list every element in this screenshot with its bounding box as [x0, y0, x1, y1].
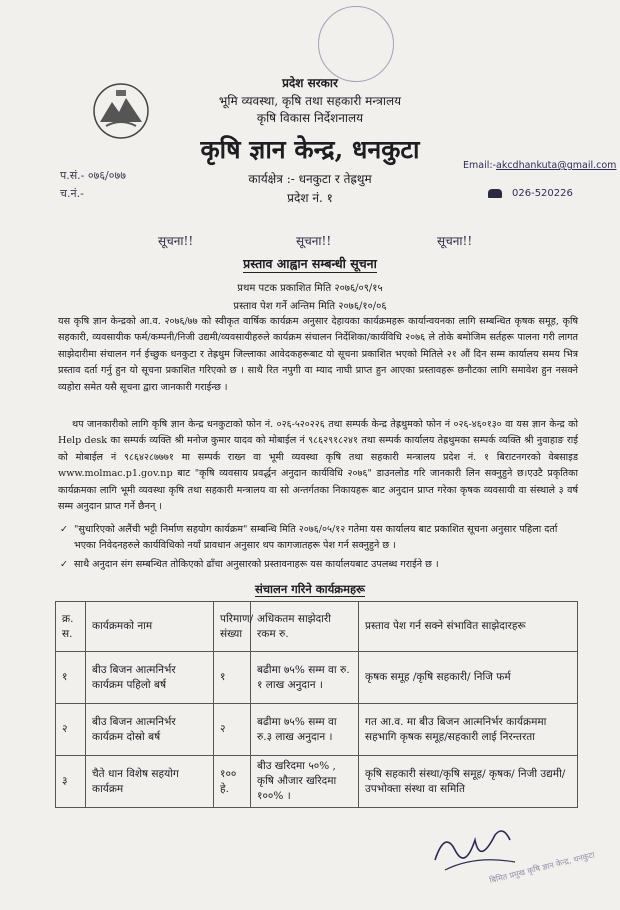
cell-serial: ३	[56, 756, 86, 808]
phone-line	[488, 188, 573, 199]
phone-number: 026-520226	[512, 188, 573, 199]
cell-partners: कृषि सहकारी संस्था/कृषि समूह/ कृषक/ निजी उद्यमी/ उपभोक्ता संस्था वा समिति	[359, 756, 578, 808]
office-stamp: बिमित प्रमुख कृषि ज्ञान केन्द्र, धनकुटा	[488, 850, 596, 886]
cell-program: बीउ बिजन आत्मनिर्भर कार्यक्रम पहिलो बर्ष	[86, 652, 214, 704]
notice-word-1: सूचना!!	[158, 234, 194, 248]
ministry-name: भूमि व्यवस्था, कृषि तथा सहकारी मन्त्रालय	[218, 94, 402, 108]
table-header-row	[56, 602, 578, 652]
cell-program: चैते धान विशेष सहयोग कार्यक्रम	[86, 756, 214, 808]
table-row	[56, 704, 578, 756]
cell-serial: २	[56, 704, 86, 756]
bullet-item-1: ✓ "सुधारिएको अलैंची भट्टी निर्माण सहयोग कार्यक्रम" सम्बन्धि मिति २०७६/०५/१२ गतेमा यस कार्यालय बाट प्रकाशित सूचना अनुसार पहिला दर्ता भएका निवेदनहरुले कार्यविधिको नयाँ प्रावधान अनुसार थप कागजातहरू पेश गर्न सक्नुहुने छ ।	[60, 524, 558, 551]
table-row	[56, 652, 578, 704]
header-serial: क्र. स.	[56, 602, 86, 652]
program-table	[55, 601, 578, 808]
header-program: कार्यक्रमको नाम	[86, 602, 214, 652]
header-quantity: परिमाण/संख्या	[214, 602, 251, 652]
cell-program: बीउ बिजन आत्मनिर्भर कार्यक्रम दोस्रो बर्ष	[86, 704, 214, 756]
cell-quantity: २	[214, 704, 251, 756]
cell-serial: १	[56, 652, 86, 704]
table-title: संचालन गरिने कार्यक्रमहरू	[254, 582, 365, 596]
notice-subject: प्रस्ताव आह्वान सम्बन्धी सूचना	[243, 256, 377, 271]
first-published-date: प्रथम पटक प्रकाशित मिति २०७६/०९/१५	[237, 283, 383, 294]
province-name: प्रदेश नं. १	[287, 191, 333, 205]
directorate-name: कृषि विकास निर्देशनालय	[256, 111, 364, 125]
cell-quantity: १	[214, 652, 251, 704]
check-icon: ✓	[60, 524, 69, 535]
deadline-date: प्रस्ताव पेश गर्ने अन्तिम मिति २०७६/१०/०६	[233, 301, 387, 312]
cell-amount: बढीमा ७५% सम्म वा रु.३ लाख अनुदान ।	[251, 704, 359, 756]
work-area: कार्यक्षेत्र :- धनकुटा र तेह्रथुम	[248, 172, 372, 186]
cell-partners: गत आ.व. मा बीउ बिजन आत्मनिर्भर कार्यक्रममा सहभागि कृषक समूह/सहकारी लाई निरन्तरता	[359, 704, 578, 756]
email-link[interactable]: akcdhankuta@gmail.com	[496, 160, 617, 171]
notice-word-3: सूचना!!	[437, 234, 473, 248]
email-line[interactable]	[463, 160, 616, 171]
bullet-item-2: ✓ साथै अनुदान संग सम्बन्धित तोकिएको ढाँचा अनुसारको प्रस्तावनाहरू यस कार्यालयबाट उपलब्ध गराईने छ ।	[74, 557, 578, 573]
office-seal-top	[318, 6, 394, 82]
header-amount: अधिकतम साझेदारी रकम रु.	[251, 602, 359, 652]
dispatch-number: च.नं.-	[60, 187, 84, 200]
telephone-icon	[488, 189, 502, 198]
cell-partners: कृषक समूह /कृषि सहकारी/ निजि फर्म	[359, 652, 578, 704]
cell-quantity: १०० हे.	[214, 756, 251, 808]
reference-number: प.सं.- ०७६/०७७	[60, 169, 126, 182]
check-icon: ✓	[60, 559, 69, 570]
notice-word-2: सूचना!!	[296, 234, 332, 248]
office-title: कृषि ज्ञान केन्द्र, धनकुटा	[200, 135, 420, 164]
body-paragraph-2: थप जानकारीको लागि कृषि ज्ञान केन्द्र धनकुटाको फोन नं. ०२६-५२०२२६ तथा सम्पर्क केन्द्र तेह्रथुमको फोन नं ०२६-४६०१३० वा यस ज्ञान केन्द्र को Help desk का सम्पर्क व्यक्ति श्री मनोज कुमार यादव को मोबाईल नं ९८६२९१८२४१ तथा सम्पर्क कार्यालय तेह्रथुमका सम्पर्क व्यक्ति श्री नुवाहाङ राई को मोबाईल नं ९८६४२८७७७१ मा सम्पर्क राख्न वा भूमी व्यवस्था कृषि तथा सहकारी मन्त्रालय प्रदेश नं. १ बिराटनगरको वेबसाइड www.molmac.p1.gov.np बाट "कृषि व्यवसाय प्रवर्द्धन अनुदान कार्यविधि २०७६" डाउनलोड गरि जानकारी लिन सक्नुहुने छ।एउटै प्रकृतिका कार्यक्रमका लागि भूमी व्यवस्था कृषि तथा सहकारी मन्त्रालय वा सो अन्तर्गतका निकायहरू बाट अनुदान प्राप्त गरेका कृषक व्यवसायी वा संस्थाले ३ वर्ष सम्म अनुदान प्राप्त गर्ने छैनन् ।	[58, 419, 578, 513]
email-label: Email:-	[463, 160, 496, 171]
body-paragraph-1: यस कृषि ज्ञान केन्द्रको आ.व. २०७६/७७ को स्वीकृत वार्षिक कार्यक्रम अनुसार देहायका कार्यक्रमहरू कार्यान्वयनका लागि सम्बन्धित कृषक समूह, कृषि सहकारी, व्यवसायीक फर्म/कम्पनी/निजी उद्यमी/व्यवसायीहरुले कार्यक्रम संचालन निर्देशिका/कार्यविधि २०७६ ले तोके बमोजिम सर्तहरू पालना गरी लागत साझेदारीमा संचालन गर्न ईच्छुक धनकुटा र तेह्रथुम जिल्लाका आवेदकहरूबाट यो सूचना प्रकाशित भएको मितिले २१ औं दिन सम्म कार्यालय समय भित्र प्रस्ताव दर्ता गर्नु हुन यो सूचना प्रकाशित गरिएको छ । साथै रित नपुगी वा म्याद नाघी प्राप्त हुन आएका प्रस्तावहरू छनौटका लागि समावेश हुन नसक्ने व्यहोरा समेत यसै सूचना द्वारा जानकारी गराईन्छ ।	[58, 316, 578, 393]
cell-amount: बीउ खरिदमा ५०% , कृषि औजार खरिदमा १००% ।	[251, 756, 359, 808]
header-line1: प्रदेश सरकार	[282, 76, 338, 90]
table-row	[56, 756, 578, 808]
cell-amount: बढीमा ७५% सम्म वा रु. १ लाख अनुदान ।	[251, 652, 359, 704]
header-partners: प्रस्ताव पेश गर्न सक्ने संभावित साझेदारहरू	[359, 602, 578, 652]
